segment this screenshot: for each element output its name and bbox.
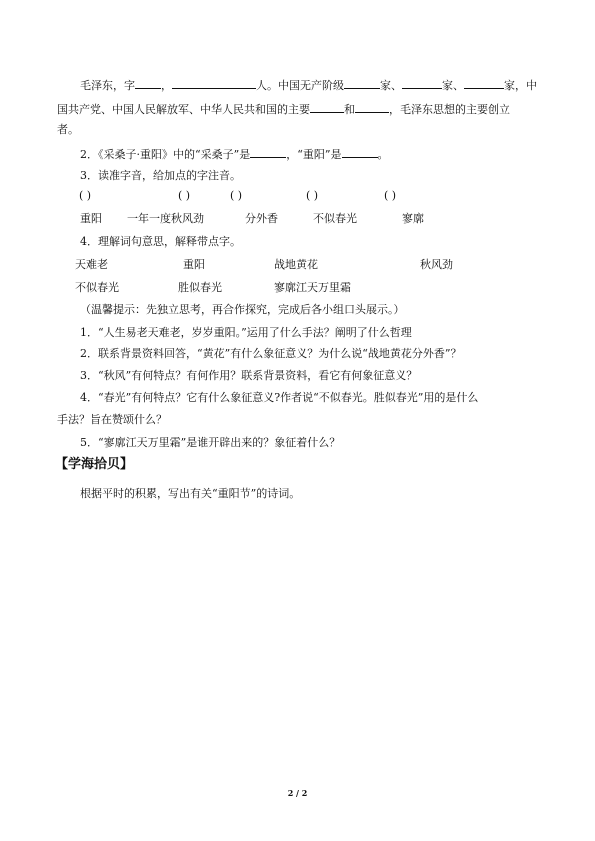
intro-line-2: [57, 101, 510, 118]
pinyin-word: 分外香: [245, 212, 278, 225]
discussion-question: 2．联系背景资料回答，“黄花”有什么象征意义？为什么说“战地黄花分外香”？: [80, 347, 462, 360]
discussion-question: 3．“秋风”有何特点？有何作用？联系背景资料，看它有何象征意义？: [80, 369, 418, 382]
explain-word: 秋风劲: [420, 258, 453, 271]
intro-text: 和: [344, 103, 355, 116]
pinyin-word: 寥廓: [402, 212, 424, 225]
explain-word: 重阳: [183, 258, 205, 271]
pinyin-word: 不似春光: [313, 212, 357, 225]
explain-word: 不似春光: [75, 281, 119, 294]
answer-blank[interactable]: [172, 77, 256, 89]
answer-blank[interactable]: [250, 146, 286, 158]
question-4-title: 4．理解词句意思，解释带点字。: [80, 235, 241, 248]
discussion-question: 手法？旨在赞颂什么？: [57, 413, 167, 426]
discussion-question: 4．“春光”有何特点？它有什么象征意义?作者说“不似春光。胜似春光”用的是什么: [80, 391, 479, 404]
answer-blank[interactable]: [310, 101, 344, 113]
intro-text: 家，中: [504, 79, 537, 92]
section-heading: 【学海拾贝】: [55, 457, 134, 472]
explain-word: 战地黄花: [274, 258, 318, 271]
answer-blank[interactable]: [355, 101, 389, 113]
explain-word: 胜似春光: [178, 281, 222, 294]
intro-line-3: 者。: [57, 123, 79, 136]
discussion-question: 5．“寥廓江天万里霜”是谁开辟出来的？象征着什么？: [80, 436, 341, 449]
discussion-question: 1．“人生易老天难老，岁岁重阳。”运用了什么手法？阐明了什么哲理: [80, 326, 412, 339]
intro-text: 人。中国无产阶级: [256, 79, 344, 92]
pinyin-word: 一年一度秋风劲: [127, 212, 204, 225]
intro-line-1: [80, 77, 537, 94]
question-text: 。: [377, 148, 389, 161]
answer-blank[interactable]: [464, 77, 504, 89]
pinyin-bracket[interactable]: ( ): [178, 189, 191, 202]
intro-text: 家、: [380, 79, 402, 92]
page-number: 2 / 2: [287, 788, 308, 798]
intro-text: ，: [161, 79, 172, 92]
pinyin-bracket[interactable]: ( ): [230, 189, 243, 202]
intro-text: 国共产党、中国人民解放军、中华人民共和国的主要: [57, 103, 310, 116]
pinyin-bracket[interactable]: ( ): [384, 189, 397, 202]
tip-text: （温馨提示：先独立思考，再合作探究，完成后各小组口头展示。）: [80, 303, 405, 316]
answer-blank[interactable]: [342, 146, 378, 158]
intro-text: 家、: [442, 79, 464, 92]
answer-blank[interactable]: [344, 77, 380, 89]
question-text: 2．《采桑子·重阳》中的“采桑子”是: [80, 148, 251, 161]
question-text: ，“重阳”是: [286, 148, 342, 161]
pinyin-word: 重阳: [80, 212, 102, 225]
section-body: 根据平时的积累，写出有关“重阳节”的诗词。: [80, 487, 301, 500]
explain-word: 天难老: [75, 258, 108, 271]
answer-blank[interactable]: [135, 77, 161, 89]
pinyin-bracket[interactable]: ( ): [306, 189, 319, 202]
question-2: [80, 146, 389, 163]
answer-blank[interactable]: [402, 77, 442, 89]
intro-text: ，毛泽东思想的主要创立: [389, 103, 510, 116]
question-3-title: 3．读准字音，给加点的字注音。: [80, 169, 241, 182]
explain-word: 寥廓江天万里霜: [274, 281, 351, 294]
pinyin-bracket[interactable]: ( ): [79, 189, 92, 202]
intro-text: 毛泽东，字: [80, 79, 135, 92]
